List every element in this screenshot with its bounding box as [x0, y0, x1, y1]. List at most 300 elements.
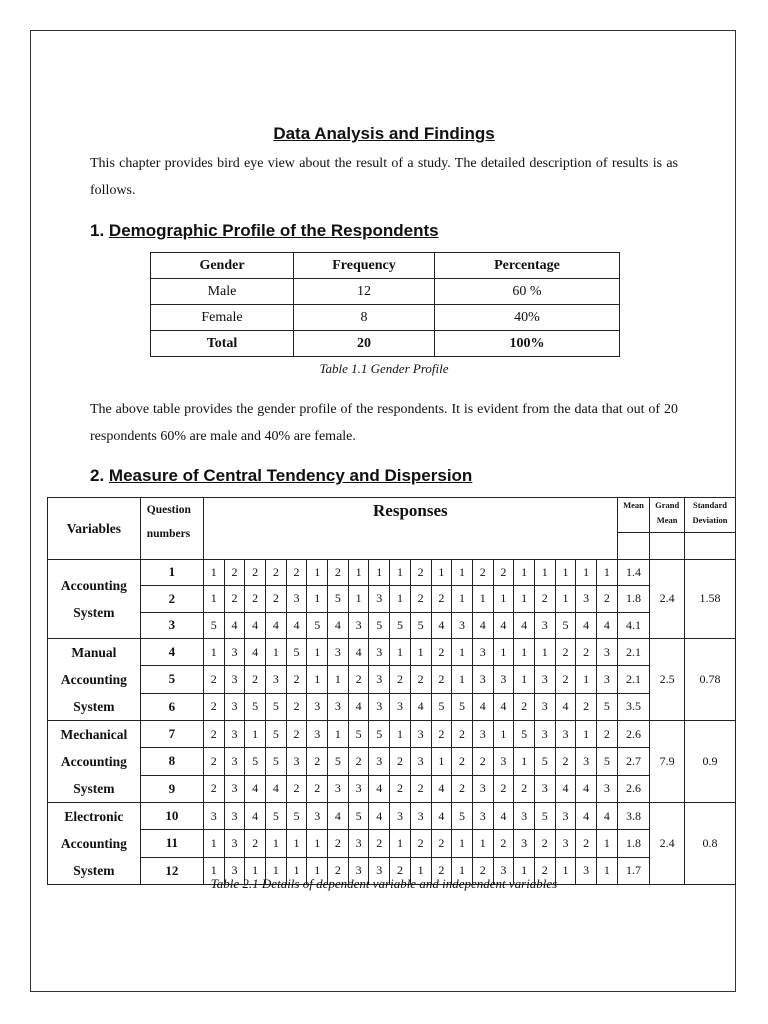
question-number: 12 — [140, 857, 203, 884]
response-cell: 3 — [286, 586, 307, 613]
response-cell: 1 — [493, 639, 514, 666]
response-cell: 2 — [472, 857, 493, 884]
response-cell: 4 — [472, 693, 493, 720]
response-cell: 2 — [266, 586, 287, 613]
response-cell: 1 — [514, 857, 535, 884]
response-cell: 1 — [431, 748, 452, 775]
response-cell: 3 — [534, 775, 555, 802]
response-cell: 5 — [266, 721, 287, 748]
response-cell: 5 — [348, 803, 369, 830]
grand-mean-line-1: Grand — [655, 500, 680, 510]
response-cell: 1 — [576, 721, 597, 748]
response-cell: 4 — [224, 612, 245, 639]
response-cell: 1 — [493, 721, 514, 748]
section-2-heading — [90, 466, 472, 486]
response-cell: 3 — [224, 639, 245, 666]
grand-mean-cell: 2.4 — [650, 803, 685, 885]
response-cell: 1 — [266, 830, 287, 857]
response-cell: 3 — [576, 586, 597, 613]
response-cell: 3 — [472, 775, 493, 802]
response-cell: 3 — [410, 803, 431, 830]
response-cell: 5 — [245, 693, 266, 720]
response-cell: 5 — [514, 721, 535, 748]
variable-name-line: Mechanical — [60, 727, 128, 742]
response-cell: 2 — [245, 830, 266, 857]
table-row — [151, 305, 620, 331]
response-cell: 3 — [452, 612, 473, 639]
response-cell: 2 — [307, 748, 328, 775]
question-number: 8 — [140, 748, 203, 775]
grand-mean-header — [650, 498, 685, 533]
mean-cell: 1.8 — [617, 586, 650, 613]
response-cell: 2 — [431, 857, 452, 884]
page-title: Data Analysis and Findings — [273, 124, 495, 143]
total-row — [151, 331, 620, 357]
table-row — [48, 830, 736, 857]
response-cell: 5 — [307, 612, 328, 639]
variable-name-line: System — [73, 781, 115, 796]
question-label-line-2: numbers — [146, 528, 191, 540]
table-row — [48, 775, 736, 802]
question-numbers-header — [140, 498, 203, 560]
grand-mean-line-2: Mean — [656, 515, 678, 525]
variable-name-line: System — [73, 604, 115, 620]
question-number: 7 — [140, 721, 203, 748]
response-cell: 4 — [328, 612, 349, 639]
response-cell: 5 — [328, 748, 349, 775]
table-row — [48, 803, 736, 830]
variable-name-line: Accounting — [60, 836, 127, 851]
variable-name — [48, 639, 141, 721]
response-cell: 2 — [410, 666, 431, 693]
response-cell: 5 — [245, 748, 266, 775]
response-cell: 2 — [597, 586, 618, 613]
response-cell: 2 — [286, 559, 307, 586]
response-cell: 1 — [452, 666, 473, 693]
response-cell: 4 — [493, 803, 514, 830]
question-number: 10 — [140, 803, 203, 830]
response-cell: 2 — [286, 693, 307, 720]
response-cell: 3 — [369, 748, 390, 775]
response-cell: 1 — [203, 830, 224, 857]
response-cell: 3 — [266, 666, 287, 693]
response-cell: 5 — [452, 803, 473, 830]
response-cell: 1 — [514, 559, 535, 586]
response-cell: 3 — [576, 857, 597, 884]
question-label-line-1: Question — [146, 504, 191, 516]
response-cell: 5 — [286, 639, 307, 666]
response-cell: 3 — [348, 775, 369, 802]
response-cell: 4 — [286, 612, 307, 639]
variable-name-line: System — [73, 863, 115, 878]
response-cell: 3 — [286, 748, 307, 775]
response-cell: 2 — [410, 775, 431, 802]
frequency-cell: 12 — [294, 279, 435, 305]
header-percentage: Percentage — [435, 253, 620, 279]
response-cell: 2 — [245, 559, 266, 586]
response-cell: 1 — [307, 559, 328, 586]
response-cell: 2 — [555, 666, 576, 693]
response-cell: 4 — [266, 612, 287, 639]
table-row — [48, 586, 736, 613]
response-cell: 2 — [286, 666, 307, 693]
response-cell: 3 — [493, 748, 514, 775]
response-cell: 2 — [369, 830, 390, 857]
response-cell: 3 — [307, 803, 328, 830]
response-cell: 2 — [431, 586, 452, 613]
response-cell: 4 — [410, 693, 431, 720]
response-cell: 2 — [203, 775, 224, 802]
response-cell: 3 — [514, 830, 535, 857]
response-cell: 2 — [514, 693, 535, 720]
response-cell: 1 — [597, 857, 618, 884]
response-cell: 1 — [555, 559, 576, 586]
response-cell: 4 — [514, 612, 535, 639]
response-cell: 3 — [576, 748, 597, 775]
response-cell: 2 — [410, 559, 431, 586]
mean-cell: 1.4 — [617, 559, 650, 586]
response-cell: 5 — [410, 612, 431, 639]
variable-name-line: System — [73, 699, 115, 714]
response-cell: 2 — [534, 857, 555, 884]
response-cell: 2 — [431, 721, 452, 748]
response-cell: 5 — [555, 612, 576, 639]
response-cell: 1 — [452, 830, 473, 857]
response-cell: 3 — [369, 639, 390, 666]
response-cell: 2 — [576, 693, 597, 720]
response-cell: 3 — [472, 639, 493, 666]
response-cell: 2 — [452, 775, 473, 802]
response-cell: 3 — [328, 639, 349, 666]
response-cell: 2 — [472, 748, 493, 775]
section-2-number: 2. — [90, 466, 105, 485]
total-label: Total — [151, 331, 294, 357]
response-cell: 2 — [555, 639, 576, 666]
response-cell: 1 — [390, 586, 411, 613]
std-deviation-cell: 1.58 — [684, 559, 735, 639]
response-cell: 1 — [555, 857, 576, 884]
response-cell: 2 — [286, 775, 307, 802]
response-cell: 5 — [369, 612, 390, 639]
response-cell: 3 — [555, 803, 576, 830]
response-cell: 3 — [555, 830, 576, 857]
response-cell: 4 — [348, 693, 369, 720]
response-cell: 2 — [390, 775, 411, 802]
response-cell: 4 — [555, 775, 576, 802]
std-deviation-cell: 0.9 — [684, 721, 735, 803]
response-cell: 1 — [472, 586, 493, 613]
response-cell: 2 — [493, 559, 514, 586]
response-cell: 2 — [245, 586, 266, 613]
response-cell: 2 — [576, 639, 597, 666]
response-cell: 2 — [555, 748, 576, 775]
std-deviation-cell: 0.78 — [684, 639, 735, 721]
response-cell: 1 — [286, 830, 307, 857]
mean-cell: 2.1 — [617, 639, 650, 666]
response-cell: 2 — [224, 586, 245, 613]
response-cell: 3 — [348, 830, 369, 857]
response-cell: 5 — [452, 693, 473, 720]
response-cell: 1 — [472, 830, 493, 857]
response-cell: 3 — [224, 775, 245, 802]
response-cell: 5 — [348, 721, 369, 748]
response-cell: 1 — [452, 639, 473, 666]
response-cell: 1 — [452, 559, 473, 586]
question-number: 6 — [140, 693, 203, 720]
mean-cell: 1.8 — [617, 830, 650, 857]
response-cell: 5 — [534, 748, 555, 775]
response-cell: 5 — [286, 803, 307, 830]
response-cell: 5 — [534, 803, 555, 830]
response-cell: 2 — [224, 559, 245, 586]
response-cell: 2 — [328, 857, 349, 884]
response-cell: 3 — [224, 748, 245, 775]
response-cell: 4 — [328, 803, 349, 830]
response-cell: 2 — [493, 775, 514, 802]
section-1-number: 1. — [90, 221, 105, 240]
response-cell: 3 — [534, 666, 555, 693]
response-cell: 5 — [266, 748, 287, 775]
gender-table — [150, 252, 620, 357]
response-cell: 1 — [203, 857, 224, 884]
grand-mean-cell: 2.5 — [650, 639, 685, 721]
responses-table — [47, 497, 736, 885]
response-cell: 3 — [224, 830, 245, 857]
question-number: 1 — [140, 559, 203, 586]
response-cell: 1 — [452, 586, 473, 613]
response-cell: 4 — [597, 612, 618, 639]
variable-name-line: Accounting — [60, 672, 127, 687]
response-cell: 3 — [307, 721, 328, 748]
response-cell: 2 — [431, 666, 452, 693]
table-row — [48, 748, 736, 775]
response-cell: 1 — [307, 666, 328, 693]
variable-name — [48, 803, 141, 885]
grand-mean-subheader-blank — [650, 533, 685, 560]
table-row — [48, 721, 736, 748]
variables-header: Variables — [48, 498, 141, 560]
response-cell: 2 — [203, 721, 224, 748]
response-cell: 1 — [286, 857, 307, 884]
percentage-cell: 40% — [435, 305, 620, 331]
response-cell: 2 — [348, 748, 369, 775]
response-cell: 4 — [555, 693, 576, 720]
response-cell: 2 — [514, 775, 535, 802]
response-cell: 2 — [203, 748, 224, 775]
response-cell: 4 — [245, 775, 266, 802]
gender-table-caption: Table 1.1 Gender Profile — [319, 361, 449, 376]
response-cell: 4 — [576, 803, 597, 830]
response-cell: 4 — [576, 775, 597, 802]
response-cell: 1 — [390, 639, 411, 666]
response-cell: 1 — [203, 586, 224, 613]
std-deviation-cell: 0.8 — [684, 803, 735, 885]
response-cell: 1 — [390, 721, 411, 748]
response-cell: 4 — [597, 803, 618, 830]
response-cell: 3 — [597, 639, 618, 666]
response-cell: 2 — [410, 586, 431, 613]
total-percentage: 100% — [435, 331, 620, 357]
mean-cell: 2.7 — [617, 748, 650, 775]
response-cell: 3 — [369, 693, 390, 720]
response-cell: 1 — [410, 639, 431, 666]
response-cell: 3 — [493, 666, 514, 693]
response-cell: 3 — [369, 857, 390, 884]
response-cell: 5 — [369, 721, 390, 748]
response-cell: 2 — [390, 666, 411, 693]
mean-cell: 4.1 — [617, 612, 650, 639]
response-cell: 4 — [245, 803, 266, 830]
response-cell: 1 — [555, 586, 576, 613]
response-cell: 3 — [203, 803, 224, 830]
response-cell: 1 — [514, 586, 535, 613]
response-cell: 1 — [203, 639, 224, 666]
response-cell: 4 — [431, 775, 452, 802]
response-cell: 2 — [431, 830, 452, 857]
response-cell: 1 — [390, 830, 411, 857]
mean-cell: 2.6 — [617, 721, 650, 748]
response-cell: 3 — [369, 666, 390, 693]
response-cell: 1 — [534, 559, 555, 586]
response-cell: 2 — [286, 721, 307, 748]
response-cell: 4 — [493, 693, 514, 720]
section-1-heading — [90, 221, 439, 241]
response-cell: 2 — [266, 559, 287, 586]
response-cell: 3 — [224, 693, 245, 720]
question-number: 3 — [140, 612, 203, 639]
grand-mean-cell: 7.9 — [650, 721, 685, 803]
main-table-caption: Table 2.1 Details of dependent variable and independent variables — [210, 876, 558, 891]
response-cell: 4 — [266, 775, 287, 802]
response-cell: 5 — [266, 693, 287, 720]
response-cell: 4 — [245, 612, 266, 639]
table-row — [48, 612, 736, 639]
response-cell: 1 — [534, 639, 555, 666]
response-cell: 4 — [576, 612, 597, 639]
response-cell: 3 — [472, 721, 493, 748]
response-cell: 3 — [390, 693, 411, 720]
response-cell: 3 — [472, 666, 493, 693]
response-cell: 3 — [224, 666, 245, 693]
response-cell: 1 — [307, 639, 328, 666]
response-cell: 5 — [431, 693, 452, 720]
question-number: 5 — [140, 666, 203, 693]
response-cell: 3 — [534, 612, 555, 639]
response-cell: 5 — [203, 612, 224, 639]
response-cell: 4 — [348, 639, 369, 666]
response-cell: 5 — [390, 612, 411, 639]
response-cell: 5 — [597, 748, 618, 775]
variable-name-line: Manual — [71, 645, 117, 660]
response-cell: 3 — [597, 666, 618, 693]
mean-cell: 2.1 — [617, 666, 650, 693]
response-cell: 4 — [472, 612, 493, 639]
response-cell: 2 — [390, 748, 411, 775]
response-cell: 3 — [534, 693, 555, 720]
header-frequency: Frequency — [294, 253, 435, 279]
response-cell: 1 — [348, 586, 369, 613]
section-1-title: Demographic Profile of the Respondents — [108, 221, 439, 240]
table-row — [48, 559, 736, 586]
response-cell: 2 — [245, 666, 266, 693]
response-cell: 1 — [369, 559, 390, 586]
response-cell: 1 — [597, 830, 618, 857]
response-cell: 2 — [472, 559, 493, 586]
response-cell: 4 — [369, 803, 390, 830]
response-cell: 1 — [576, 666, 597, 693]
response-cell: 1 — [431, 559, 452, 586]
response-cell: 3 — [534, 721, 555, 748]
response-cell: 5 — [266, 803, 287, 830]
table-row — [48, 666, 736, 693]
mean-cell: 2.6 — [617, 775, 650, 802]
response-cell: 1 — [245, 721, 266, 748]
response-cell: 4 — [431, 612, 452, 639]
response-cell: 3 — [224, 857, 245, 884]
table-row — [48, 693, 736, 720]
variable-name-line: Accounting — [60, 577, 127, 593]
std-line-1: Standard — [692, 500, 727, 510]
response-cell: 1 — [452, 857, 473, 884]
response-cell: 3 — [597, 775, 618, 802]
response-cell: 2 — [597, 721, 618, 748]
main-table-header-row — [48, 498, 736, 533]
response-cell: 2 — [307, 775, 328, 802]
question-number: 2 — [140, 586, 203, 613]
table-row — [151, 279, 620, 305]
question-number: 9 — [140, 775, 203, 802]
response-cell: 3 — [328, 693, 349, 720]
frequency-cell: 8 — [294, 305, 435, 331]
response-cell: 4 — [369, 775, 390, 802]
response-cell: 2 — [203, 666, 224, 693]
response-cell: 1 — [328, 666, 349, 693]
gender-table-header-row — [151, 253, 620, 279]
mean-header: Mean — [617, 498, 650, 533]
response-cell: 3 — [493, 857, 514, 884]
gender-cell: Male — [151, 279, 294, 305]
mean-cell: 3.8 — [617, 803, 650, 830]
response-cell: 1 — [307, 586, 328, 613]
response-cell: 5 — [328, 586, 349, 613]
section-2-title: Measure of Central Tendency and Dispersion — [108, 466, 473, 485]
question-number: 4 — [140, 639, 203, 666]
response-cell: 1 — [390, 559, 411, 586]
response-cell: 1 — [597, 559, 618, 586]
response-cell: 1 — [348, 559, 369, 586]
variable-name — [48, 559, 141, 639]
response-cell: 1 — [328, 721, 349, 748]
response-cell: 2 — [534, 830, 555, 857]
response-cell: 3 — [224, 721, 245, 748]
response-cell: 2 — [431, 639, 452, 666]
grand-mean-cell: 2.4 — [650, 559, 685, 639]
response-cell: 2 — [576, 830, 597, 857]
response-cell: 2 — [390, 857, 411, 884]
response-cell: 3 — [369, 586, 390, 613]
response-cell: 3 — [390, 803, 411, 830]
response-cell: 2 — [452, 748, 473, 775]
response-cell: 3 — [472, 803, 493, 830]
response-cell: 2 — [534, 586, 555, 613]
response-cell: 1 — [203, 559, 224, 586]
percentage-cell: 60 % — [435, 279, 620, 305]
response-cell: 1 — [307, 830, 328, 857]
response-cell: 2 — [328, 559, 349, 586]
response-cell: 3 — [514, 803, 535, 830]
mean-cell: 1.7 — [617, 857, 650, 884]
response-cell: 5 — [597, 693, 618, 720]
